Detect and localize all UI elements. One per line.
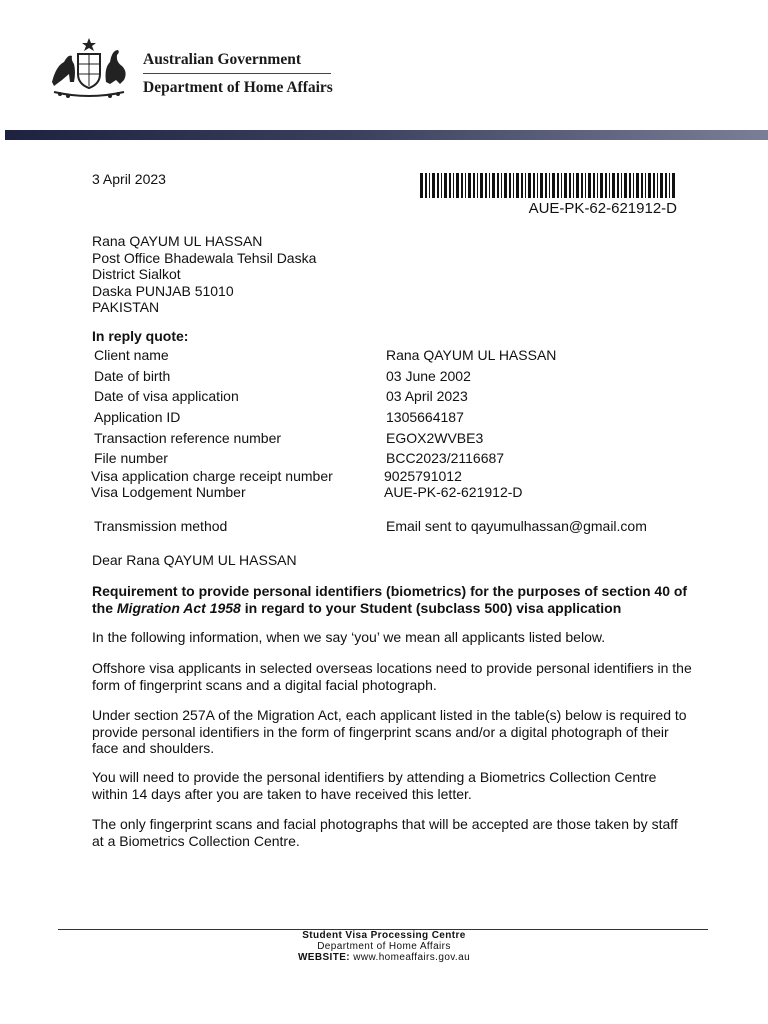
website-link[interactable]: www.homeaffairs.gov.au xyxy=(353,952,471,963)
barcode xyxy=(420,173,677,198)
reply-value: 03 June 2002 xyxy=(386,368,471,384)
reply-label: Visa application charge receipt number xyxy=(91,468,333,484)
body-paragraph: The only fingerprint scans and facial photographs that will be accepted are those taken by staff at a Biometrics Collection Centre. xyxy=(92,816,678,849)
barcode-number: AUE-PK-62-621912-D xyxy=(528,200,677,217)
body-paragraph: In the following information, when we say ‘you’ we mean all applicants listed below. xyxy=(92,629,606,645)
government-name: Australian Government xyxy=(143,51,302,68)
letterhead-divider xyxy=(143,73,331,74)
reply-value: 9025791012 xyxy=(384,468,462,484)
footer-website xyxy=(0,952,768,963)
header-band xyxy=(5,130,768,140)
body-paragraph: Offshore visa applicants in selected overseas locations need to provide personal identifiers in the form of fingerprint scans and a digital facial photograph. xyxy=(92,660,692,693)
letter-subject xyxy=(92,583,692,617)
act-title: Migration Act 1958 xyxy=(116,600,241,616)
recipient-address xyxy=(92,233,316,316)
reply-quote-heading: In reply quote: xyxy=(92,328,189,344)
reply-label: Client name xyxy=(94,347,169,363)
reply-value: Email sent to qayumulhassan@gmail.com xyxy=(386,518,647,534)
reply-label: Transaction reference number xyxy=(94,430,282,446)
reply-label: Transmission method xyxy=(94,518,228,534)
subject-text: in regard to your Student (subclass 500) visa application xyxy=(240,600,622,616)
reply-value: BCC2023/2116687 xyxy=(386,450,505,466)
reply-label: File number xyxy=(94,450,168,466)
reply-label: Visa Lodgement Number xyxy=(91,484,246,500)
reply-label: Date of visa application xyxy=(94,388,239,404)
address-line: PAKISTAN xyxy=(92,299,160,315)
reply-label: Application ID xyxy=(94,409,181,425)
reply-value: AUE-PK-62-621912-D xyxy=(384,484,523,500)
letter-date: 3 April 2023 xyxy=(92,171,166,187)
department-name: Department of Home Affairs xyxy=(143,79,333,96)
salutation: Dear Rana QAYUM UL HASSAN xyxy=(92,552,297,568)
subject-text: Requirement to provide personal identifiers (biometrics) for the purposes of section 40 of the xyxy=(92,583,688,616)
reply-value: EGOX2WVBE3 xyxy=(386,430,484,446)
body-paragraph: You will need to provide the personal identifiers by attending a Biometrics Collection Centre within 14 days after you are taken to have received this letter. xyxy=(92,769,657,802)
address-line: Post Office Bhadewala Tehsil Daska xyxy=(92,249,317,266)
reply-label: Date of birth xyxy=(94,368,171,384)
footer-department: Department of Home Affairs xyxy=(317,941,451,952)
website-label: WEBSITE: xyxy=(297,952,351,963)
address-line: District Sialkot xyxy=(92,266,181,282)
reply-value: 03 April 2023 xyxy=(386,388,468,404)
coat-of-arms-logo xyxy=(44,36,134,102)
footer-centre: Student Visa Processing Centre xyxy=(302,930,466,941)
address-line: Daska PUNJAB 51010 xyxy=(92,282,234,299)
address-line: Rana QAYUM UL HASSAN xyxy=(92,233,263,249)
reply-value: Rana QAYUM UL HASSAN xyxy=(386,347,557,363)
body-paragraph: Under section 257A of the Migration Act, each applicant listed in the table(s) below is required to provide personal identifiers in the form of fingerprint scans and/or a digital photograph of their face and shoulders. xyxy=(92,707,687,757)
reply-value: 1305664187 xyxy=(386,409,464,425)
